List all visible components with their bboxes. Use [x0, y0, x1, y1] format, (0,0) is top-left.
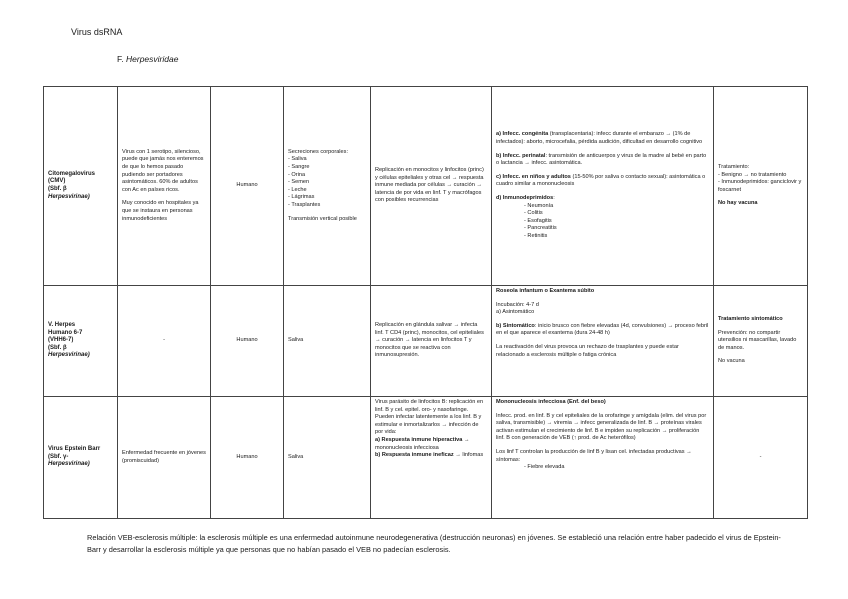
virus-subfamily: (Sbf. β — [48, 344, 67, 351]
table-row — [44, 286, 808, 397]
host-cell: Humano — [211, 286, 284, 397]
transmission-item: - Saliva — [288, 156, 307, 163]
list-item: - Pancreatitis — [524, 225, 709, 233]
list-item: - Retinitis — [524, 233, 709, 241]
clinical-text: Infecc. prod. en linf. B y cel epiteliales de la orofaringe y amígdala (elim. del virus por saliva, transmisible) → viremia → infecc generalizada de linf. B → proteínas virales activan estimulan el crecimiento de linf. B e impiden su replicación → proliferación linf. B con generación de VEB (↑ prod. de Ac heterófilos) — [496, 412, 707, 442]
virus-name-cell — [44, 397, 118, 519]
pathogenesis-text: → mononucleosis infecciosa — [375, 436, 470, 451]
table-row — [44, 87, 808, 286]
pathogenesis-text: → linfomas — [455, 452, 484, 459]
list-item: - Neumonía — [524, 203, 709, 211]
transmission-item: - Leche — [288, 186, 307, 193]
clinical-text: (15-50% por saliva o contacto sexual): asintomática o cuadro similar a mononucleosis — [496, 173, 706, 188]
clinical-list — [496, 464, 709, 472]
clinical-text: Los linf T controlan la producción de linf B y lisan cel. infectadas productivas → síntomas: — [496, 448, 692, 463]
treatment-text: Prevención: no compartir utensilios ni mascarillas, lavado de manos. — [718, 329, 797, 351]
clinical-text: a) Asintomático — [496, 309, 535, 316]
clinical-heading: Mononucleosis infecciosa (Enf. del beso) — [496, 399, 606, 405]
list-item: - Esofagitis — [524, 218, 709, 226]
clinical-text: : transmisión de anticuerpos y virus de la madre al bebé en parto o lactancia → infecc. asintomática. — [496, 152, 707, 167]
virus-subfamily: (Sbf. β — [48, 186, 67, 192]
clinical-text: La reactivación del virus provoca un rechazo de trasplantes y puede estar relacionado a esclerosis múltiple o fatiga crónica — [496, 343, 679, 358]
clinical-list — [496, 203, 709, 241]
list-item: - Colitis — [524, 210, 709, 218]
virus-subfamily-italic: Herpesvirinae) — [48, 352, 90, 359]
epidemiology-cell: Enfermedad frecuente en jóvenes (promiscuidad) — [118, 397, 211, 519]
transmission-intro: Secreciones corporales: — [288, 148, 349, 155]
pathogenesis-cell: Replicación en glándula salivar → infecta linf. T CD4 (princ), monocitos, cel epiteliales → curación → latencia en linfocitos T y monocitos que se reactiva con inmunosupresión. — [371, 286, 492, 397]
table-row — [44, 397, 808, 519]
transmission-cell: Saliva — [284, 286, 371, 397]
virus-name: Humano 6-7 — [48, 329, 83, 336]
virus-name: Virus Epstein Barr — [48, 446, 101, 453]
clinical-text: (transplacentaria): infecc durante el embarazo → (1% de infectados): aborto, microcefalia, pérdida audición, dificultad en desarrollo cognitivo — [496, 131, 703, 146]
transmission-item: - Sangre — [288, 164, 310, 171]
host-cell: Humano — [211, 87, 284, 286]
epidemiology-cell — [118, 87, 211, 286]
clinical-heading: d) Inmunodeprimidos — [496, 195, 554, 201]
pathogenesis-heading: b) Respuesta inmune ineficaz — [375, 452, 454, 459]
virus-subfamily: (Sbf. γ- — [48, 453, 69, 460]
pathogenesis-cell: Replicación en monocitos y linfocitos (princ) y células epiteliales y otras cel → respuesta inmune mediada por células → curación → latencia de por vida en linf. T y macrófagos con posibles recurrencias — [371, 87, 492, 286]
transmission-item: - Trasplantes — [288, 201, 321, 208]
epidemiology-text: Virus con 1 serotipo, silencioso, puede que jamás nos enteremos de que lo hemos pasado pudiendo ser portadores asintomáticos. 60% de adultos con Ac en países ricos. — [122, 148, 204, 193]
pathogenesis-cell — [371, 397, 492, 519]
section-subtitle — [117, 54, 178, 64]
treatment-heading: Tratamiento: — [718, 164, 750, 171]
vaccine-note: No hay vacuna — [718, 200, 758, 207]
clinical-heading: c) Infecc. en niños y adultos — [496, 173, 571, 180]
virus-abbr: (CMV) — [48, 178, 66, 185]
treatment-heading: Tratamiento sintomático — [718, 316, 783, 323]
virus-subfamily-italic: Herpesvirinae) — [48, 461, 90, 468]
virus-name-cell — [44, 87, 118, 286]
clinical-cell — [492, 286, 714, 397]
footer-note: Relación VEB-esclerosis múltiple: la esclerosis múltiple es una enfermedad autoinmune neurodegenerativa (destrucción neuronas) en jóvenes. Se estableció una relación entre haber padecido el virus de Epstein-Barr y desarrollar la esclerosis múltiple ya que personas que no habían pasado el VEB no padecían esclerosis. — [87, 533, 781, 554]
virus-name: Citomegalovirus — [48, 170, 96, 177]
clinical-cell: a) Infecc. congénita (transplacentaria): infecc durante el embarazo → (1% de infectados): aborto, microcefalia, pérdida audición, dificultad en desarrollo cognitivo b) Infecc. perinatal: transmisión de anticuerpos y virus de la madre al bebé en parto o lactancia → infecc. asintomática. c) Infecc. en niños y adultos (15-50% por saliva o contacto sexual): asintomática o cuadro similar a mononucleosis d) Inmunodeprimidos: - Neumonía - Colitis - Esofagitis - Pancreatitis - Retinitis — [492, 87, 714, 286]
epidemiology-text: Muy conocido en hospitales ya que se instaura en personas inmunodeficientes — [122, 200, 199, 222]
clinical-heading: a) Infecc. congénita — [496, 131, 549, 138]
virus-abbr: (VHH6-7) — [48, 337, 74, 344]
transmission-extra: Transmisión vertical posible — [288, 215, 357, 222]
clinical-cell — [492, 397, 714, 519]
treatment-text: - Inmunodeprimidos: ganciclovir y foscarnet — [718, 179, 802, 193]
transmission-item: - Lágrimas — [288, 194, 315, 201]
transmission-item: - Orina — [288, 171, 306, 178]
treatment-cell — [714, 286, 808, 397]
section-family: Herpesviridae — [126, 54, 179, 64]
clinical-heading: b) Infecc. perinatal — [496, 152, 546, 159]
clinical-heading: Roseola infantum o Exantema súbito — [496, 288, 595, 294]
transmission-cell: Saliva — [284, 397, 371, 519]
list-item: - Fiebre elevada — [524, 464, 709, 472]
virus-subfamily-italic: Herpesvirinae) — [48, 193, 90, 200]
clinical-text: Incubación: 4-7 d — [496, 301, 539, 308]
epidemiology-cell: - — [118, 286, 211, 397]
section-letter: F. — [117, 54, 124, 64]
host-cell: Humano — [211, 397, 284, 519]
clinical-text: : inicio brusco con fiebre elevadas (4d, convulsiones) → proceso febril en el que aparece el exantema (dura 24-48 h) — [496, 322, 709, 337]
treatment-text: - Benigno → no tratamiento — [718, 171, 787, 178]
virus-name-cell — [44, 286, 118, 397]
transmission-cell — [284, 87, 371, 286]
treatment-cell — [714, 87, 808, 286]
pathogenesis-text: Virus parásito de linfocitos B: replicación en linf. B y cel. epitel. oro- y nasofaringe. Pueden infectar latentemente a los linf. B y estimular e inmortalizarlos → infección de por vida: — [375, 399, 484, 436]
pathogenesis-heading: a) Respuesta inmune hiperactiva — [375, 436, 463, 443]
page-title: Virus dsRNA — [71, 27, 123, 37]
transmission-item: - Semen — [288, 179, 310, 186]
treatment-cell: - — [714, 397, 808, 519]
vaccine-note: No vacuna — [718, 358, 745, 365]
virus-name: V. Herpes — [48, 322, 76, 329]
clinical-heading: b) Sintomático — [496, 322, 535, 329]
virus-table — [43, 86, 808, 519]
